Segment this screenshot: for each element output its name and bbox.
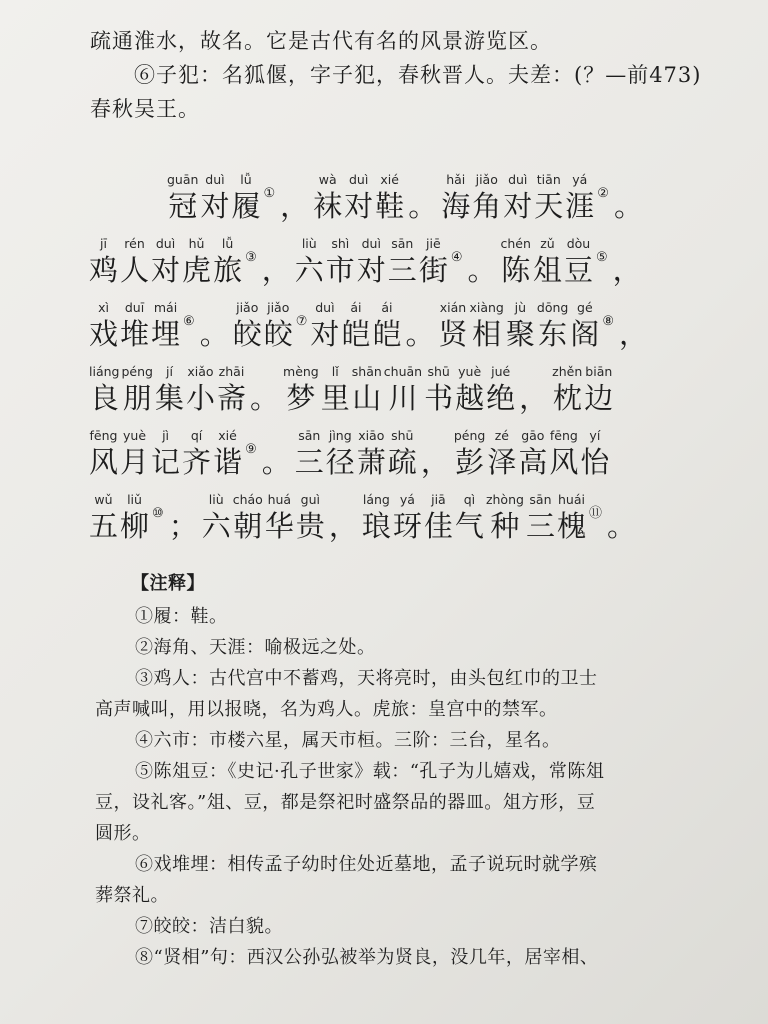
pinyin: liù [301,236,317,251]
hanzi: 天 [534,189,564,223]
pinyin: jī [100,236,107,251]
footnote-marker: ④ [450,250,463,265]
pinyin: cháo [232,492,263,507]
verse-character [213,236,242,288]
punctuation: 。 [199,317,229,351]
hanzi: 涯 [565,189,595,223]
hanzi: 袜 [313,189,343,223]
pinyin: liǔ [127,492,142,507]
verse-line [88,224,708,288]
punctuation: 。 [405,317,435,351]
annotation-line: 高声喊叫，用以报晓，名为鸡人。虎旅：皇宫中的禁军。 [95,699,558,720]
annotations-section [95,568,705,973]
pinyin: liáng [89,364,120,379]
verse-character [200,172,229,224]
footnote-marker: ⑨ [245,442,257,457]
pinyin: jiǎo [267,300,290,315]
hanzi: 琅 [361,509,391,543]
hanzi: 对 [356,253,386,287]
pinyin: gé [577,300,593,315]
verse-character [419,236,448,288]
pinyin: lǐ [331,364,339,379]
pinyin: lǚ [221,236,234,251]
hanzi: 东 [538,317,568,351]
pinyin: guān [167,172,199,187]
footnote-marker: ⑩ [152,506,164,521]
pinyin: láng [362,492,390,507]
pinyin: duì [508,172,528,187]
verse-line [88,416,708,480]
hanzi: 人 [120,253,150,287]
hanzi: 三 [294,445,324,479]
pinyin: xiǎo [187,364,214,379]
hanzi: 皑 [341,317,371,351]
verse-character [486,364,515,416]
verse-character [120,492,149,544]
hanzi: 种 [490,509,520,543]
verse-character [265,492,294,544]
verse-line [88,288,708,352]
pinyin: xié [218,428,237,443]
verse-character [552,364,582,416]
pinyin: jù [514,300,527,315]
pinyin: duì [361,236,381,251]
verse-character [186,364,215,416]
pinyin: duì [315,300,335,315]
verse-character [372,300,401,352]
pinyin: ái [381,300,393,315]
pinyin: zǔ [540,236,555,251]
pinyin: zhāi [218,364,245,379]
footnote-marker: ⑤ [595,250,608,265]
verse-character [202,492,231,544]
punctuation: ， [328,509,358,543]
verse-character [89,236,118,288]
hanzi: 阁 [570,317,600,351]
hanzi: 山 [352,381,382,415]
pinyin: tiān [536,172,561,187]
hanzi: 书 [424,381,454,415]
verse-character [326,428,355,480]
pinyin: chén [500,236,531,251]
punctuation: ， [619,317,649,351]
verse-character [121,364,152,416]
verse-character [182,428,211,480]
verse-character [283,364,319,416]
verse-character [217,364,246,416]
hanzi: 朋 [122,381,152,415]
verse-character [384,364,422,416]
pinyin: duī [124,300,145,315]
verse-character [313,172,342,224]
hanzi: 风 [89,445,119,479]
verse-character [233,300,262,352]
verse-character [120,300,149,352]
punctuation: 。 [261,445,291,479]
verse-character [233,492,263,544]
verse-character [352,364,382,416]
hanzi: 五 [89,509,119,543]
pinyin: huá [267,492,292,507]
verse-character [151,428,180,480]
hanzi: 佳 [423,509,453,543]
pinyin: huái [557,492,585,507]
pinyin: biān [585,364,613,379]
pinyin: zhòng [485,492,524,507]
hanzi: 梦 [286,381,316,415]
verse-character [89,300,118,352]
annotation-line: ①履：鞋。 [135,606,228,627]
verse-character [564,236,593,288]
pinyin: xì [98,300,109,315]
intro-paragraph [90,24,730,126]
pinyin: fēng [549,428,578,443]
hanzi: 陈 [501,253,531,287]
verse-character [570,300,599,352]
hanzi: 贤 [438,317,468,351]
pinyin: hǔ [188,236,205,251]
punctuation: 。 [408,189,438,223]
pinyin: sān [391,236,414,251]
verse-character [537,300,568,352]
pinyin: wà [318,172,337,187]
footnote-marker: ⑦ [295,314,308,329]
verse-character [375,172,404,224]
hanzi: 六 [201,509,231,543]
hanzi: 绝 [486,381,516,415]
verse-character [167,172,198,224]
pinyin: shān [351,364,382,379]
footnote-marker: ⑪ [588,506,602,521]
pinyin: jué [491,364,511,379]
verse-character [424,492,453,544]
annotations-heading: 【注释】 [131,573,205,594]
hanzi: 对 [344,189,374,223]
hanzi: 玡 [392,509,422,543]
punctuation: ， [261,253,291,287]
verse-character [120,236,149,288]
pinyin: jiǎo [236,300,259,315]
hanzi: 鞋 [375,189,405,223]
verse-character [388,236,417,288]
punctuation: ， [519,381,549,415]
verse-character [295,428,324,480]
pinyin: zé [494,428,509,443]
annotation-line: ⑧“贤相”句：西汉公孙弘被举为贤良，没几年，居宰相、 [135,947,599,968]
verse-character [296,492,325,544]
verse-character [120,428,149,480]
hanzi: 槐 [556,509,586,543]
verse-character [321,364,350,416]
verse-character [501,236,531,288]
pinyin: xiāo [358,428,385,443]
pinyin: dōng [536,300,569,315]
annotation-line: ④六市：市楼六星，属天市桓。三阶：三台，星名。 [135,730,561,751]
verse-character [584,364,613,416]
footnote-marker: ⑥ [183,314,195,329]
verse-character [89,428,118,480]
verse-character [341,300,370,352]
footnote-marker: ① [263,186,276,201]
pinyin: ái [350,300,362,315]
hanzi: 记 [151,445,181,479]
verse-line [166,160,708,224]
pinyin: qì [463,492,476,507]
hanzi: 聚 [505,317,535,351]
hanzi: 戏 [89,317,119,351]
hanzi: 皎 [232,317,262,351]
hanzi: 皎 [263,317,293,351]
hanzi: 三 [525,509,555,543]
annotation-line: ⑥戏堆埋：相传孟子幼时住处近墓地，孟子说玩时就学殡 [135,854,598,875]
hanzi: 对 [310,317,340,351]
hanzi: 六 [294,253,324,287]
hanzi: 风 [549,445,579,479]
annotation-line: 豆，设礼客。”俎、豆，都是祭祀时盛祭品的器皿。俎方形，豆 [95,792,596,813]
verse-character [526,492,555,544]
pinyin: xié [380,172,399,187]
hanzi: 对 [503,189,533,223]
pinyin: duì [349,172,369,187]
hanzi: 市 [325,253,355,287]
hanzi: 三 [387,253,417,287]
pinyin: sān [529,492,552,507]
hanzi: 朝 [233,509,263,543]
hanzi: 疏 [387,445,417,479]
annotation-item [95,663,705,725]
punctuation: ， [612,253,642,287]
pinyin: guì [300,492,321,507]
verse-character [469,300,503,352]
punctuation: ， [420,445,450,479]
hanzi: 斋 [216,381,246,415]
punctuation: 。 [467,253,497,287]
intro-line-3: 春秋吴王。 [90,97,200,121]
hanzi: 埋 [151,317,181,351]
pinyin: mèng [283,364,319,379]
hanzi: 里 [320,381,350,415]
hanzi: 良 [89,381,119,415]
pinyin: jìng [328,428,352,443]
pinyin: shū [427,364,450,379]
verse-character [506,300,535,352]
annotation-line: ⑦皎皎：洁白貌。 [135,916,283,937]
annotation-item [95,942,705,973]
hanzi: 对 [151,253,181,287]
pinyin: yí [589,428,601,443]
hanzi: 川 [388,381,418,415]
pinyin: lǚ [240,172,252,187]
pinyin: yuè [458,364,482,379]
pinyin: xián [439,300,467,315]
verse-character [533,236,562,288]
hanzi: 贵 [295,509,325,543]
hanzi: 皑 [372,317,402,351]
annotation-item [95,911,705,942]
annotation-line: ③鸡人：古代宫中不蓄鸡，天将亮时，由头包红巾的卫士 [135,668,598,689]
hanzi: 月 [120,445,150,479]
pinyin: péng [453,428,486,443]
verse-character [213,428,242,480]
annotation-line: 葬祭礼。 [95,885,169,906]
pinyin: qí [190,428,203,443]
pinyin: duì [155,236,176,251]
verse-character [557,492,586,544]
verse-character [454,428,485,480]
verse-character [89,492,118,544]
verse-character [441,172,470,224]
annotation-item [95,601,705,632]
pinyin: xiàng [469,300,504,315]
pinyin: rén [124,236,145,251]
intro-line-2: ⑥子犯：名狐偃，字子犯，春秋晋人。夫差：(？—前473) [134,63,702,87]
intro-line-1: 疏通淮水，故名。它是古代有名的风景游览区。 [90,29,552,53]
pinyin: dòu [566,236,591,251]
pinyin: chuān [383,364,423,379]
pinyin: wǔ [94,492,113,507]
punctuation: ， [280,189,310,223]
pinyin: jiē [426,236,441,251]
pinyin: péng [121,364,153,379]
verse-character [486,492,524,544]
hanzi: 齐 [182,445,212,479]
verse-character [362,492,391,544]
footnote-marker: ③ [245,250,257,265]
pinyin: yuè [123,428,147,443]
hanzi: 枕 [552,381,582,415]
annotation-item [95,725,705,756]
hanzi: 堆 [120,317,150,351]
verse-character [438,300,467,352]
verse-character [455,364,484,416]
hanzi: 越 [455,381,485,415]
verse-character [518,428,547,480]
verse-character [151,300,180,352]
annotation-line: ⑤陈俎豆：《史记·孔子世家》载：“孔子为儿嬉戏，常陈俎 [135,761,605,782]
hanzi: 对 [200,189,230,223]
hanzi: 径 [325,445,355,479]
verse-with-pinyin [88,160,708,544]
pinyin: jiǎo [475,172,498,187]
verse-character [295,236,324,288]
hanzi: 集 [154,381,184,415]
verse-character [326,236,355,288]
hanzi: 俎 [532,253,562,287]
footnote-marker: ⑧ [602,314,615,329]
verse-character [310,300,339,352]
verse-character [231,172,260,224]
pinyin: duì [205,172,225,187]
pinyin: shì [331,236,350,251]
hanzi: 履 [231,189,261,223]
hanzi: 彭 [455,445,485,479]
pinyin: jí [165,364,173,379]
verse-line [88,352,708,416]
hanzi: 气 [454,509,484,543]
verse-character [472,172,501,224]
hanzi: 谐 [213,445,243,479]
hanzi: 虎 [182,253,212,287]
annotation-item [95,756,705,849]
pinyin: gāo [521,428,545,443]
verse-character [534,172,563,224]
hanzi: 鸡 [89,253,119,287]
hanzi: 高 [518,445,548,479]
punctuation: 。 [250,381,280,415]
verse-character [344,172,373,224]
hanzi: 华 [264,509,294,543]
hanzi: 萧 [356,445,386,479]
hanzi: 角 [472,189,502,223]
pinyin: shū [391,428,414,443]
verse-character [89,364,119,416]
punctuation: ； [168,509,198,543]
pinyin: jiā [431,492,446,507]
hanzi: 旅 [213,253,243,287]
pinyin: zhěn [552,364,583,379]
verse-character [424,364,453,416]
verse-character [151,236,180,288]
verse-character [487,428,516,480]
hanzi: 豆 [563,253,593,287]
pinyin: hǎi [446,172,466,187]
hanzi: 小 [185,381,215,415]
hanzi: 海 [441,189,471,223]
hanzi: 冠 [168,189,198,223]
verse-character [565,172,594,224]
verse-character [388,428,417,480]
pinyin: fēng [89,428,118,443]
hanzi: 泽 [487,445,517,479]
hanzi: 边 [584,381,614,415]
annotation-list [95,601,705,973]
pinyin: sān [298,428,321,443]
hanzi: 相 [472,317,502,351]
pinyin: liù [208,492,224,507]
verse-character [357,428,386,480]
verse-character [357,236,386,288]
pinyin: jì [162,428,170,443]
pinyin: yá [572,172,588,187]
punctuation: 。 [613,189,643,223]
verse-character [182,236,211,288]
hanzi: 街 [418,253,448,287]
verse-character [393,492,422,544]
verse-character [549,428,578,480]
verse-character [155,364,184,416]
hanzi: 柳 [120,509,150,543]
annotation-line: 圆形。 [95,823,151,844]
verse-line [88,480,708,544]
pinyin: mái [153,300,178,315]
verse-character [503,172,532,224]
footnote-marker: ② [597,186,609,201]
annotation-line: ②海角、天涯：喻极远之处。 [135,637,376,658]
punctuation: 。 [606,509,636,543]
annotation-item [95,849,705,911]
verse-character [264,300,293,352]
verse-character [455,492,484,544]
verse-character [580,428,609,480]
hanzi: 怡 [580,445,610,479]
annotation-item [95,632,705,663]
pinyin: yá [399,492,415,507]
